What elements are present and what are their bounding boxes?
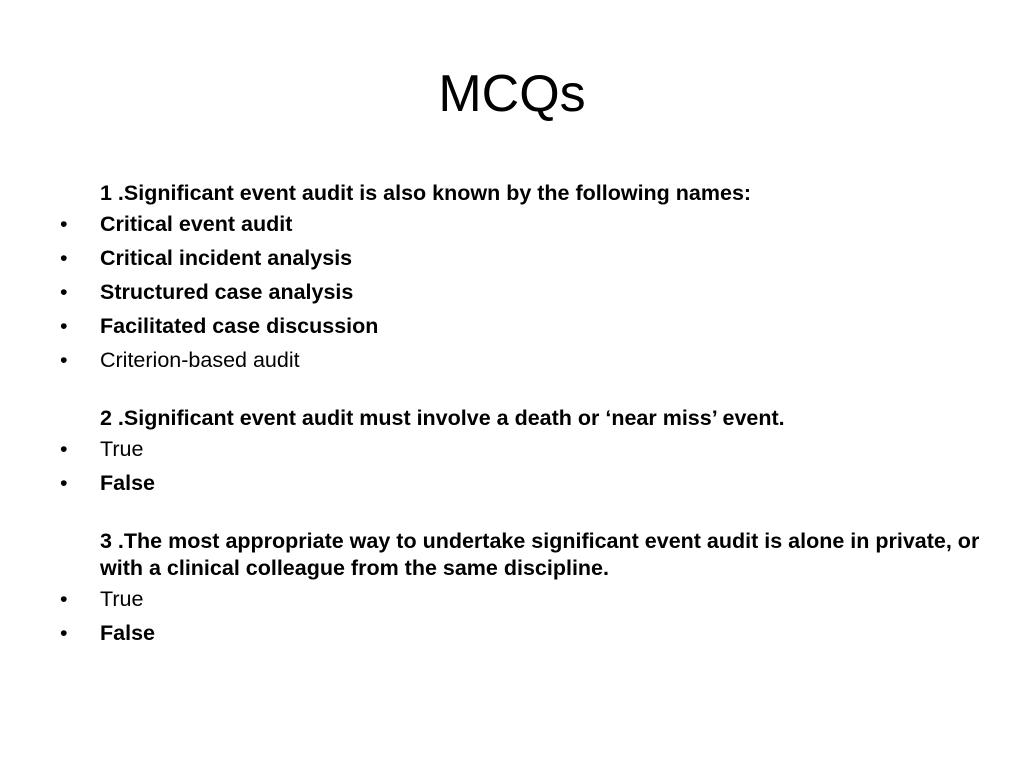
slide-title: MCQs xyxy=(438,65,586,123)
option-item xyxy=(60,309,980,343)
option-item xyxy=(60,616,980,650)
bullet-icon: • xyxy=(60,246,68,270)
question-2-text: 2 .Significant event audit must involve a death or ‘near miss’ event. xyxy=(100,406,785,430)
bullet-icon: • xyxy=(60,348,68,372)
option-item xyxy=(60,207,980,241)
question-1-text: 1 .Significant event audit is also known by the following names: xyxy=(100,181,752,205)
option-label: True xyxy=(100,437,144,461)
option-label: Facilitated case discussion xyxy=(100,314,379,338)
spacer xyxy=(100,377,980,405)
option-item xyxy=(60,241,980,275)
bullet-icon: • xyxy=(60,437,68,461)
question-3 xyxy=(60,528,980,650)
question-3-options xyxy=(60,582,980,650)
question-1-options xyxy=(60,207,980,377)
option-label: False xyxy=(100,471,155,495)
option-label: Criterion-based audit xyxy=(100,348,300,372)
option-item xyxy=(60,582,980,616)
bullet-icon: • xyxy=(60,587,68,611)
option-item xyxy=(60,343,980,377)
option-item xyxy=(60,275,980,309)
bullet-icon: • xyxy=(60,280,68,304)
question-2-options xyxy=(60,432,980,500)
question-3-text: 3 .The most appropriate way to undertake significant event audit is alone in private, or with a clinical colleague from the same discipline. xyxy=(100,529,980,580)
bullet-icon: • xyxy=(60,212,68,236)
slide-content xyxy=(60,180,980,650)
bullet-icon: • xyxy=(60,471,68,495)
option-label: Critical event audit xyxy=(100,212,293,236)
question-2 xyxy=(60,405,980,500)
option-label: False xyxy=(100,621,155,645)
option-label: Critical incident analysis xyxy=(100,246,353,270)
bullet-icon: • xyxy=(60,314,68,338)
option-label: Structured case analysis xyxy=(100,280,354,304)
spacer xyxy=(100,500,980,528)
bullet-icon: • xyxy=(60,621,68,645)
option-item xyxy=(60,466,980,500)
question-1 xyxy=(60,180,980,377)
option-label: True xyxy=(100,587,144,611)
option-item xyxy=(60,432,980,466)
